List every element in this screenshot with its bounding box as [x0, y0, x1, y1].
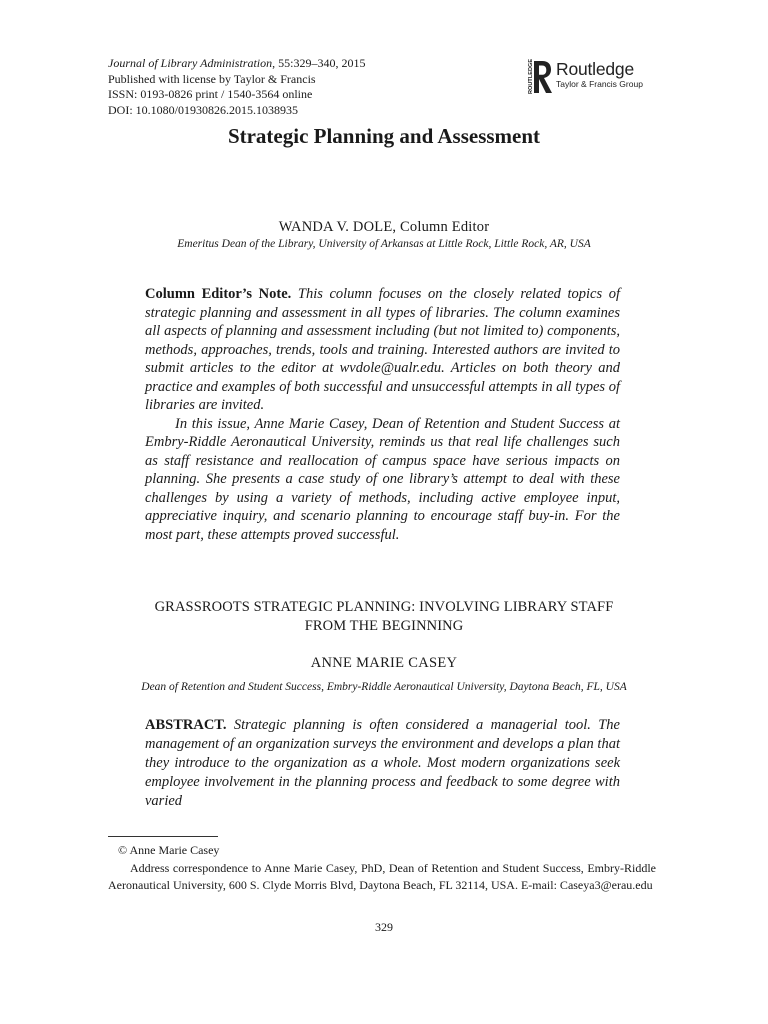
footnote-address: Address correspondence to Anne Marie Casey, PhD, Dean of Retention and Student Success, Embry-Riddle Aeronautical University, 600 S. Clyde Morris Blvd, Daytona Beach, FL 32114, USA. E-mail: Caseya3@erau.edu [108, 860, 656, 892]
article-author: ANNE MARIE CASEY [310, 655, 458, 671]
citation-details: , 55:329–340, 2015 [272, 56, 366, 70]
editor-affiliation: Emeritus Dean of the Library, University of Arkansas at Little Rock, Little Rock, AR, USA [177, 238, 591, 250]
routledge-r-icon [524, 59, 554, 95]
journal-metadata [108, 56, 365, 118]
logo-group: Taylor & Francis Group [556, 79, 643, 89]
journal-name: Journal of Library Administration [108, 56, 273, 70]
editors-note-text-1: This column focuses on the closely related topics of strategic planning and assessment in all types of libraries. The column examines all aspects of planning and assessment including (but not limited to) components, methods, approaches, trends, tools and training. Interested authors are invited to submit articles to the editor at wvdole@ualr.edu. Articles on both theory and practice and examples of both successful and unsuccessful attempts in all types of libraries are invited. [145, 286, 621, 413]
logo-vertical-text: ROUTLEDGE [528, 59, 534, 94]
license-line: Published with license by Taylor & Francis [108, 71, 316, 86]
editors-note [145, 285, 620, 544]
footnote-copyright: © Anne Marie Casey [118, 843, 220, 857]
footnote-rule [108, 836, 218, 837]
publisher-logo [524, 59, 654, 95]
column-editor: WANDA V. DOLE, Column Editor [278, 219, 490, 235]
abstract-text: Strategic planning is often considered a managerial tool. The management of an organization surveys the environment and develops a plan that they introduce to the organization as a whole. Most modern organizations seek employee involvement in the planning process and feedback to some degree with varied [145, 717, 620, 809]
article-title-line-1: GRASSROOTS STRATEGIC PLANNING: INVOLVING LIBRARY STAFF [154, 599, 614, 615]
editors-note-paragraph-2: In this issue, Anne Marie Casey, Dean of Retention and Student Success at Embry-Riddle Aeronautical University, reminds us that real life challenges such as staff resistance and reallocation of campus space have serious impacts on planning. She presents a case study of one library’s attempt to deal with these challenges by using a variety of methods, including active employee input, appreciative inquiry, and scenario planning to encourage staff buy-in. For the most part, these attempts proved successful. [145, 415, 620, 543]
logo-brand: Routledge [556, 59, 634, 79]
citation-line [108, 56, 365, 72]
author-affiliation: Dean of Retention and Student Success, Embry-Riddle Aeronautical University, Daytona Beach, FL, USA [141, 681, 627, 693]
page-number: 329 [375, 920, 393, 934]
column-title: Strategic Planning and Assessment [227, 124, 541, 148]
issn-line: ISSN: 0193-0826 print / 1540-3564 online [108, 87, 313, 101]
abstract-label: ABSTRACT. [145, 717, 227, 733]
doi-line: DOI: 10.1080/01930826.2015.1038935 [108, 102, 298, 117]
editors-note-paragraph-1 [145, 285, 620, 415]
logo-text [556, 59, 643, 90]
editors-note-label: Column Editor’s Note. [145, 286, 292, 302]
abstract [145, 716, 620, 811]
article-title [0, 598, 768, 636]
footnote [108, 842, 656, 895]
article-title-line-2: FROM THE BEGINNING [304, 618, 464, 634]
